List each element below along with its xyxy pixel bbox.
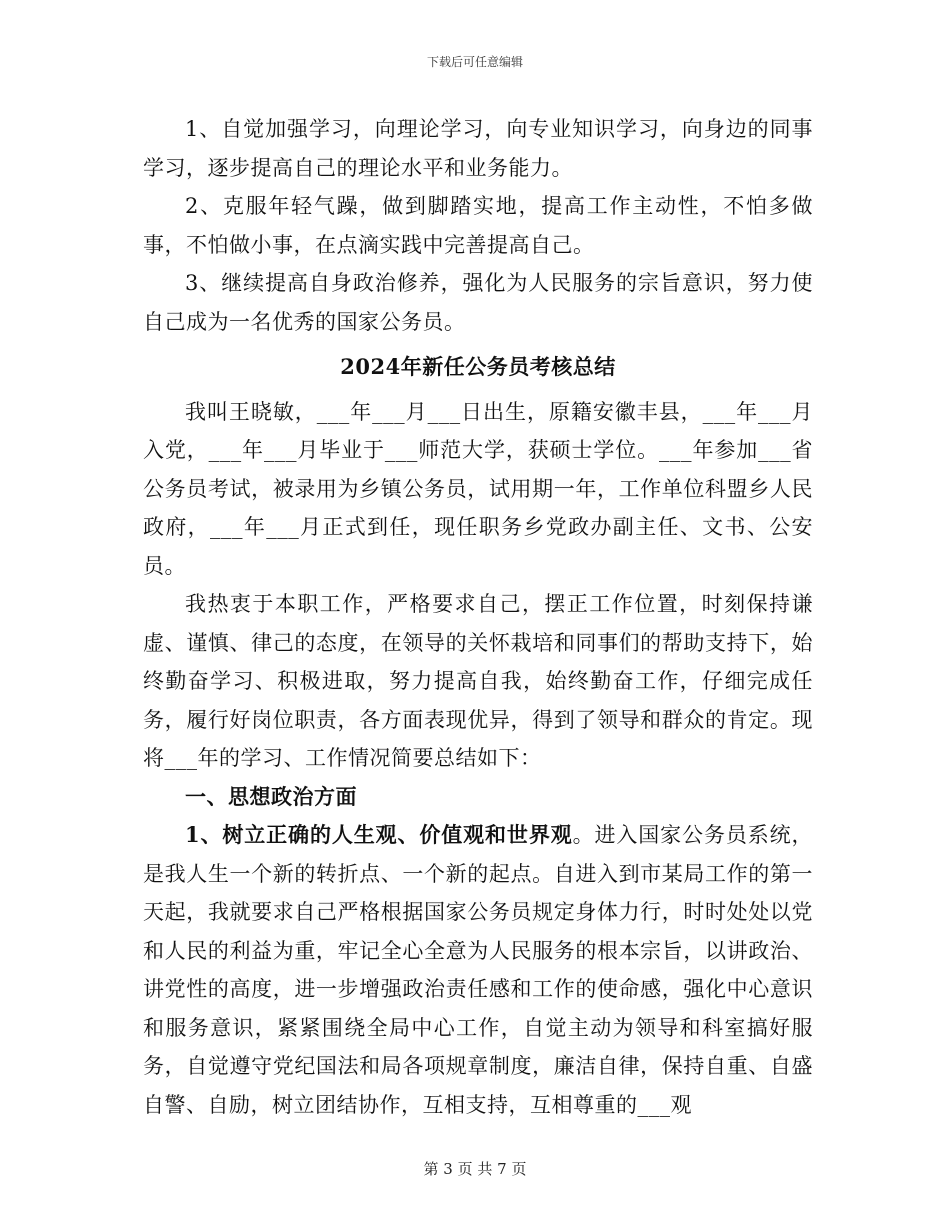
section-heading: 一、思想政治方面 [185, 783, 357, 809]
paragraph-subsection [143, 816, 813, 1124]
subsection-text: 。进入国家公务员系统，是我人生一个新的转折点、一个新的起点。自进入到市某局工作的第一天起，我就要求自己严格根据国家公务员规定身体力行，时时处处以党和人民的利益为重，牢记全心全意为人民服务的根本宗旨，以讲政治、讲党性的高度，进一步增强政治责任感和工作的使命感，强化中心意识和服务意识，紧紧围绕全局中心工作，自觉主动为领导和科室搞好服务，自觉遵守党纪国法和局各项规章制度，廉洁自律，保持自重、自盛自警、自励，树立团结协作，互相支持，互相尊重的___观 [143, 823, 813, 1117]
document-body [143, 110, 813, 1124]
list-item: 3、继续提高自身政治修养，强化为人民服务的宗旨意识，努力使自己成为一名优秀的国家公务员。 [143, 271, 813, 334]
list-item: 1、自觉加强学习，向理论学习，向专业知识学习，向身边的同事学习，逐步提高自己的理论水平和业务能力。 [143, 117, 813, 180]
page-number-footer: 第 3 页 共 7 页 [423, 1160, 527, 1178]
subsection-heading: 1、树立正确的人生观、价值观和世界观 [185, 822, 573, 847]
document-title: 2024年新任公务员考核总结 [340, 354, 616, 379]
paragraph-intro: 我叫王晓敏，___年___月___日出生，原籍安徽丰县，___年___月入党，___年___月毕业于___师范大学，获硕士学位。___年参加___省公务员考试，被录用为乡镇公务员，试用期一年，工作单位科盟乡人民政府，___年___月正式到任，现任职务乡党政办副主任、文书、公安员。 [143, 399, 813, 578]
paragraph-summary: 我热衷于本职工作，严格要求自己，摆正工作位置，时刻保持谦虚、谨慎、律己的态度，在领导的关怀栽培和同事们的帮助支持下，始终勤奋学习、积极进取，努力提高自我，始终勤奋工作，仔细完成任务，履行好岗位职责，各方面表现优异，得到了领导和群众的肯定。现将___年的学习、工作情况简要总结如下： [143, 592, 813, 770]
list-item: 2、克服年轻气躁，做到脚踏实地，提高工作主动性，不怕多做事，不怕做小事，在点滴实践中完善提高自己。 [143, 194, 813, 257]
page-header-note: 下载后可任意编辑 [426, 55, 523, 69]
